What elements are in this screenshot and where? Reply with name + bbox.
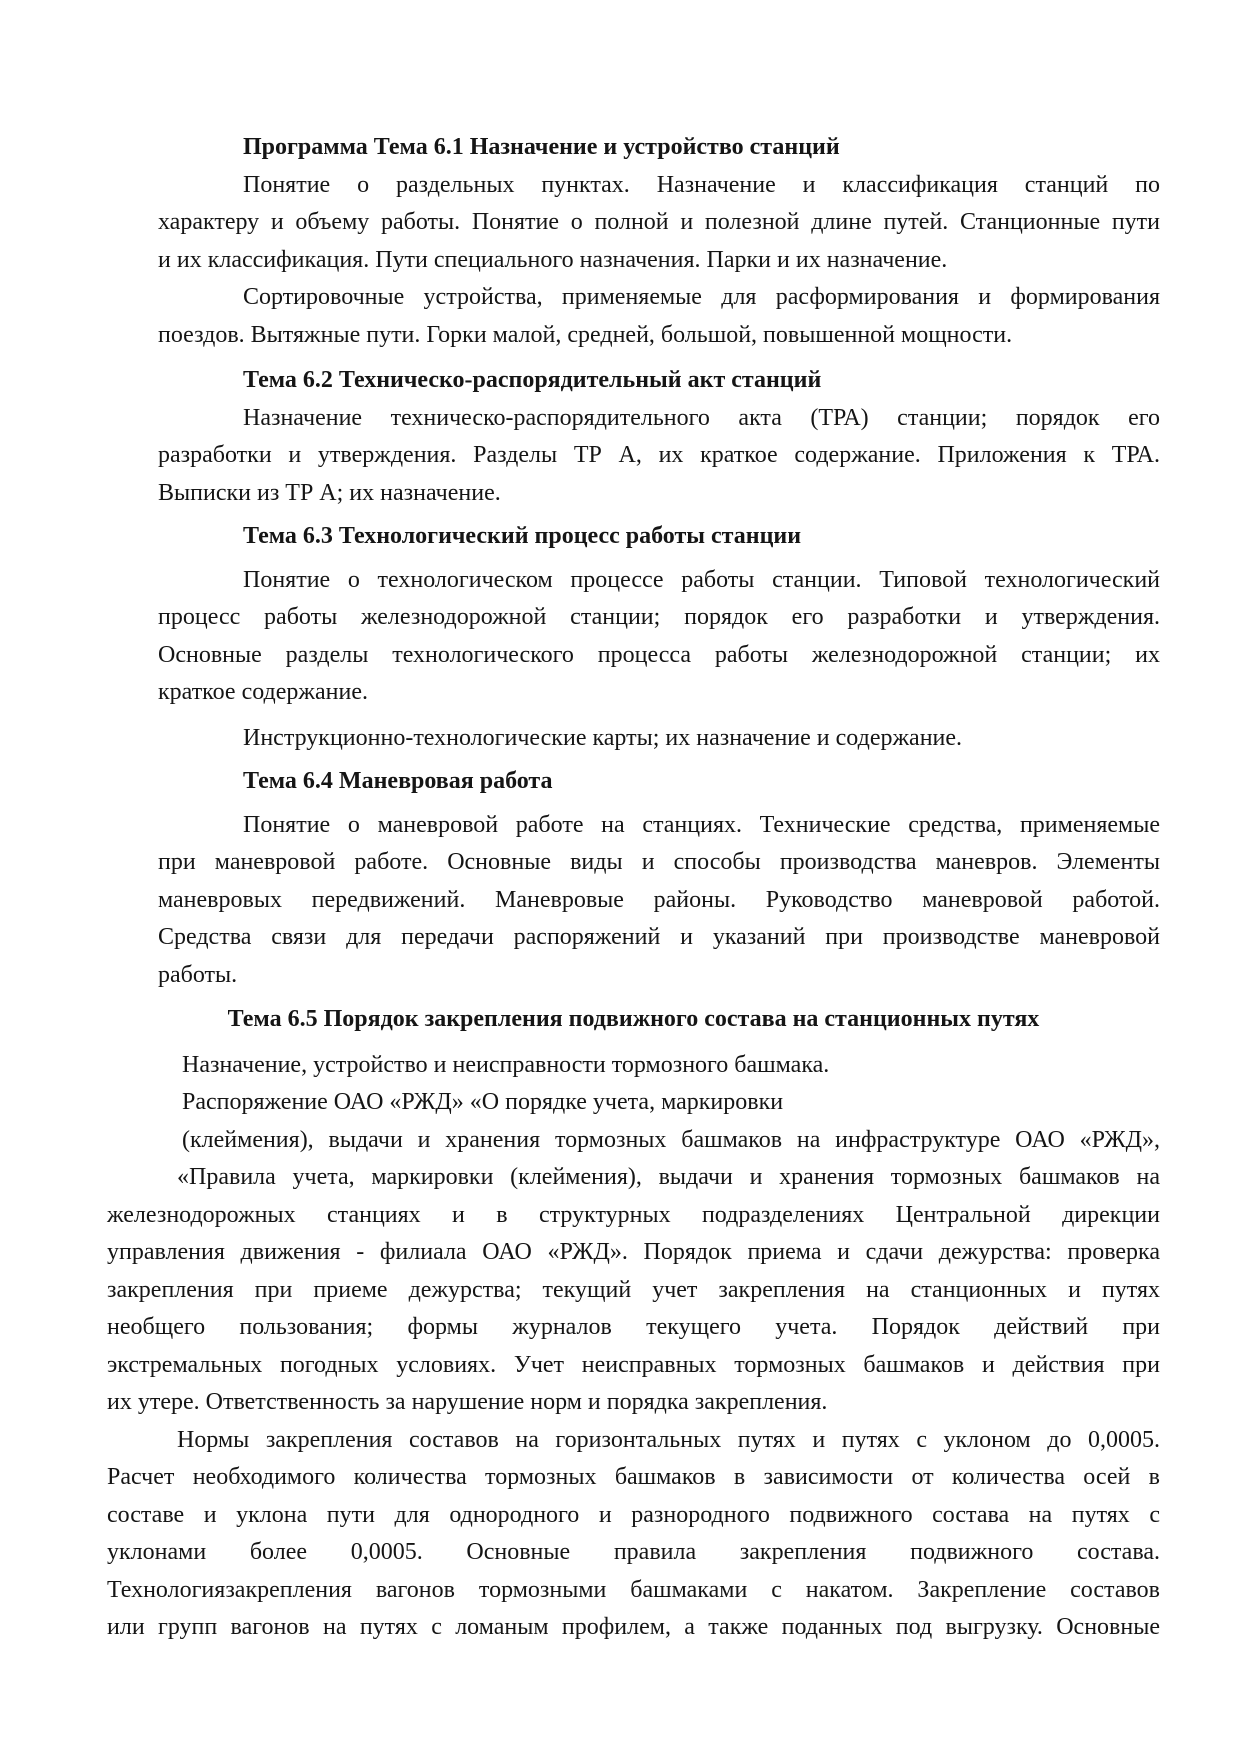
text-line: Средства связи для передачи распоряжений и указаний при производстве маневровой bbox=[158, 924, 1160, 950]
text-line: железнодорожных станциях и в структурных подразделениях Центральной дирекции bbox=[107, 1201, 1160, 1228]
text-line: управления движения - филиала ОАО «РЖД». Порядок приема и сдачи дежурства: проверка bbox=[107, 1239, 1160, 1265]
text-line: краткое содержание. bbox=[158, 679, 368, 705]
text-line: экстремальных погодных условиях. Учет неисправных тормозных башмаков и действия при bbox=[107, 1351, 1160, 1378]
text-line: закрепления при приеме дежурства; текущий учет закрепления на станционных и путях bbox=[107, 1276, 1160, 1303]
heading-line: Тема 6.2 Техническо-распорядительный акт станций bbox=[243, 367, 822, 393]
text-line: Технологиязакрепления вагонов тормозными башмаками с накатом. Закрепление составов bbox=[107, 1576, 1160, 1603]
text-line: их утере. Ответственность за нарушение норм и порядка закрепления. bbox=[107, 1389, 828, 1415]
text-line: Инструкционно-технологические карты; их назначение и содержание. bbox=[243, 724, 963, 751]
text-line: разработки и утверждения. Разделы ТР А, их краткое содержание. Приложения к ТРА. bbox=[158, 442, 1160, 468]
text-line: характеру и объему работы. Понятие о полной и полезной длине путей. Станционные пути bbox=[158, 209, 1160, 235]
text-line: или групп вагонов на путях с ломаным профилем, а также поданных под выгрузку. Основные bbox=[107, 1614, 1160, 1640]
text-line: Назначение техническо-распорядительного акта (ТРА) станции; порядок его bbox=[243, 404, 1160, 431]
heading-line: Тема 6.3 Технологический процесс работы станции bbox=[243, 523, 802, 549]
heading-line: Тема 6.4 Маневровая работа bbox=[243, 768, 553, 794]
text-line: при маневровой работе. Основные виды и способы производства маневров. Элементы bbox=[158, 849, 1160, 875]
text-line: и их классификация. Пути специального назначения. Парки и их назначение. bbox=[158, 246, 948, 273]
text-line: (клеймения), выдачи и хранения тормозных башмаков на инфраструктуре ОАО «РЖД», bbox=[182, 1126, 1160, 1153]
heading-line: Программа Тема 6.1 Назначение и устройство станций bbox=[243, 134, 840, 160]
text-line: составе и уклона пути для однородного и разнородного подвижного состава на путях с bbox=[107, 1501, 1160, 1528]
text-line: Выписки из ТР А; их назначение. bbox=[158, 479, 501, 506]
text-line: Распоряжение ОАО «РЖД» «О порядке учета, маркировки bbox=[182, 1089, 784, 1115]
text-line: поездов. Вытяжные пути. Горки малой, средней, большой, повышенной мощности. bbox=[158, 321, 1013, 348]
text-line: Понятие о раздельных пунктах. Назначение и классификация станций по bbox=[243, 171, 1160, 198]
text-line: «Правила учета, маркировки (клеймения), выдачи и хранения тормозных башмаков на bbox=[177, 1164, 1160, 1190]
text-line: Назначение, устройство и неисправности тормозного башмака. bbox=[182, 1051, 830, 1078]
section-upper bbox=[158, 129, 1160, 994]
text-line: Понятие о маневровой работе на станциях. Технические средства, применяемые bbox=[243, 811, 1160, 838]
text-line: Сортировочные устройства, применяемые для расформирования и формирования bbox=[243, 284, 1160, 310]
text-line: необщего пользования; формы журналов текущего учета. Порядок действий при bbox=[107, 1314, 1160, 1340]
text-line: Понятие о технологическом процессе работы станции. Типовой технологический bbox=[243, 566, 1160, 593]
text-line: уклонами более 0,0005. Основные правила закрепления подвижного состава. bbox=[107, 1539, 1160, 1565]
text-line: процесс работы железнодорожной станции; порядок его разработки и утверждения. bbox=[158, 604, 1160, 630]
text-line: маневровых передвижений. Маневровые районы. Руководство маневровой работой. bbox=[158, 886, 1160, 913]
text-line: Расчет необходимого количества тормозных башмаков в зависимости от количества осей в bbox=[107, 1464, 1160, 1490]
section-tema-6-5 bbox=[107, 1001, 1160, 1647]
text-line: работы. bbox=[158, 961, 238, 988]
heading-line: Тема 6.5 Порядок закрепления подвижного состава на станционных путях bbox=[227, 1006, 1040, 1032]
text-line: Нормы закрепления составов на горизонтальных путях и путях с уклоном до 0,0005. bbox=[177, 1426, 1160, 1453]
text-line: Основные разделы технологического процесса работы железнодорожной станции; их bbox=[158, 641, 1160, 668]
